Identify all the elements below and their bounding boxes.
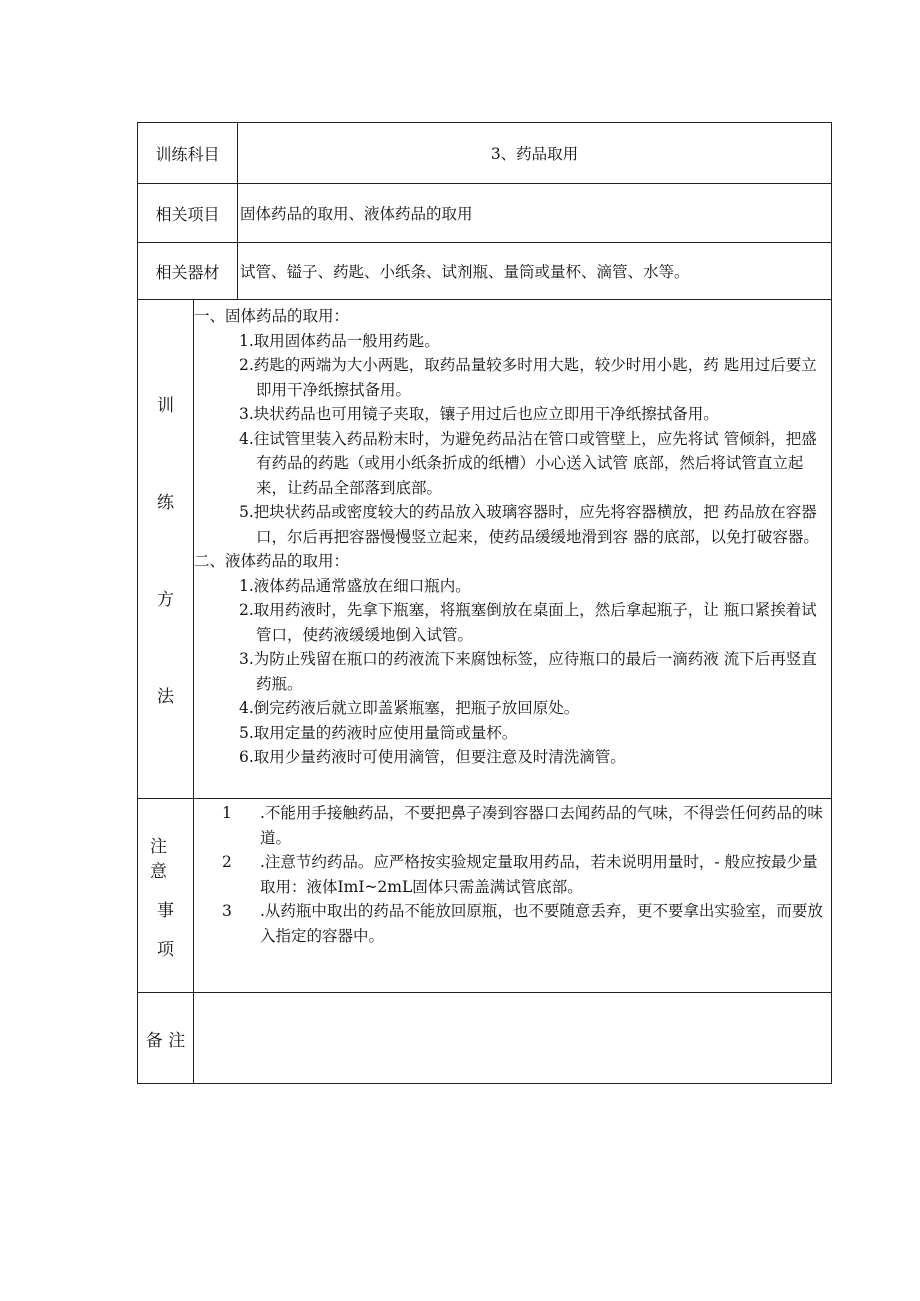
notes-label-char: 事 — [157, 900, 186, 921]
note-text: .注意节约药品。应严格按实验规定量取用药品，若未说明用量时，- 般应按最少量取用：液体ImI~2mL固体只需盖满试管底部。 — [260, 853, 818, 896]
method-label-char: 方 — [157, 590, 174, 610]
remarks-label: 备 注 — [138, 993, 194, 1083]
subject-row — [138, 123, 831, 184]
liquid-item: 6.取用少量药液时可使用滴管，但要注意及时清洗滴管。 — [239, 748, 626, 766]
note-number: 1 — [222, 804, 232, 822]
notes-label-char: 项 — [157, 939, 186, 960]
project-row — [138, 184, 831, 243]
project-value: 固体药品的取用、液体药品的取用 — [240, 205, 473, 223]
note-item — [198, 899, 827, 948]
method-label — [138, 300, 194, 798]
notes-label-char: 注 意 — [150, 836, 179, 882]
liquid-item: 4.倒完药液后就立即盖紧瓶塞，把瓶子放回原处。 — [239, 699, 580, 717]
method-row — [138, 300, 831, 799]
notes-label — [138, 799, 194, 992]
notes-content — [194, 799, 831, 992]
solid-heading: 一、固体药品的取用： — [194, 307, 350, 325]
note-number: 2 — [222, 853, 232, 871]
note-text: .从药瓶中取出的药品不能放回原瓶，也不要随意丢弃，更不要拿出实验室，而要放入指定的容器中。 — [260, 902, 823, 945]
note-number: 3 — [222, 902, 232, 920]
note-item — [198, 801, 827, 850]
project-label: 相关项目 — [138, 184, 238, 242]
training-form-table — [137, 122, 832, 1084]
notes-row — [138, 799, 831, 993]
note-text: .不能用手接触药品，不要把鼻子凑到容器口去闻药品的气味，不得尝任何药品的味道。 — [260, 804, 823, 847]
solid-item: 5.把块状药品或密度较大的药品放入玻璃容器时，应先将容器横放，把 药品放在容器口，尔后再把容器慢慢竖立起来，使药品缓缓地滑到容 器的底部，以免打破容器。 — [239, 503, 819, 546]
remarks-value — [194, 993, 831, 1083]
subject-label: 训练科目 — [138, 123, 238, 183]
liquid-item: 3.为防止残留在瓶口的药液流下来腐蚀标签，应待瓶口的最后一滴药液 流下后再竖直药瓶。 — [239, 650, 817, 693]
equipment-value: 试管、镒子、药匙、小纸条、试剂瓶、量筒或量杯、滴管、水等。 — [240, 263, 690, 281]
method-label-char: 练 — [157, 493, 174, 513]
equipment-row — [138, 243, 831, 300]
liquid-item: 5.取用定量的药液时应使用量筒或量杯。 — [239, 723, 518, 742]
liquid-heading: 二、液体药品的取用： — [194, 552, 350, 570]
solid-item: 3.块状药品也可用镜子夹取，镶子用过后也应立即用干净纸擦拭备用。 — [239, 405, 719, 423]
liquid-item: 1.液体药品通常盛放在细口瓶内。 — [239, 576, 471, 595]
subject-value: 3、药品取用 — [490, 145, 579, 163]
solid-item: 1.取用固体药品一般用药匙。 — [239, 331, 440, 350]
note-item — [198, 850, 827, 899]
solid-item: 2.药匙的两端为大小两匙，取药品量较多时用大匙，较少时用小匙，药 匙用过后要立即用干净纸擦拭备用。 — [239, 356, 817, 399]
method-label-char: 法 — [157, 687, 174, 707]
liquid-item: 2.取用药液时，先拿下瓶塞，将瓶塞倒放在桌面上，然后拿起瓶子，让 瓶口紧挨着试管口，使药液缓缓地倒入试管。 — [239, 601, 817, 644]
method-content — [194, 300, 831, 798]
remarks-row — [138, 993, 831, 1083]
solid-item: 4.往试管里装入药品粉末时，为避免药品沾在管口或管壁上，应先将试 管倾斜，把盛有药品的药匙（或用小纸条折成的纸槽）小心送入试管 底部，然后将试管直立起来，让药品全部落到底部。 — [239, 429, 817, 497]
equipment-label: 相关器材 — [138, 243, 238, 299]
method-label-char: 训 — [157, 396, 174, 416]
